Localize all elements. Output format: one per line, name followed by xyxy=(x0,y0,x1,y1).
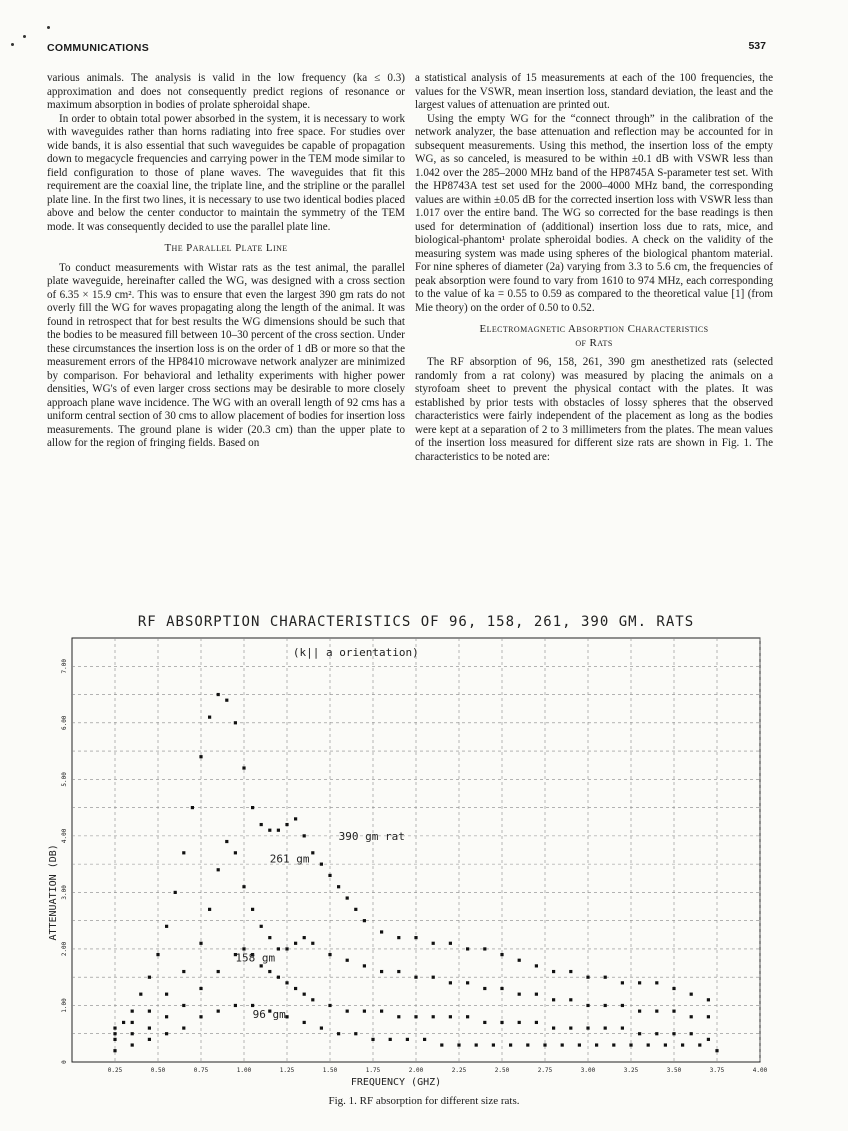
data-point xyxy=(303,993,306,996)
data-point xyxy=(277,976,280,979)
data-point xyxy=(174,891,177,894)
data-point xyxy=(681,1043,684,1046)
data-point xyxy=(500,1021,503,1024)
series-label: 261 gm xyxy=(269,852,310,866)
data-point xyxy=(320,1026,323,1029)
data-point xyxy=(569,1026,572,1029)
data-point xyxy=(492,1043,495,1046)
data-point xyxy=(260,925,263,928)
data-point xyxy=(131,1021,134,1024)
y-tick-label: 0 xyxy=(61,1060,68,1064)
data-point xyxy=(449,1015,452,1018)
data-point xyxy=(621,981,624,984)
data-point xyxy=(432,976,435,979)
y-tick-label: 6.00 xyxy=(61,715,68,731)
data-point xyxy=(483,947,486,950)
data-point xyxy=(242,766,245,769)
data-point xyxy=(406,1038,409,1041)
page-number: 537 xyxy=(748,40,766,52)
data-point xyxy=(251,1004,254,1007)
data-point xyxy=(113,1038,116,1041)
data-point xyxy=(672,1032,675,1035)
data-point xyxy=(561,1043,564,1046)
data-point xyxy=(552,970,555,973)
data-point xyxy=(337,885,340,888)
data-point xyxy=(268,829,271,832)
data-point xyxy=(191,806,194,809)
data-point xyxy=(604,1004,607,1007)
data-point xyxy=(217,693,220,696)
scan-speck xyxy=(23,35,26,38)
data-point xyxy=(414,936,417,939)
data-point xyxy=(208,908,211,911)
data-point xyxy=(234,721,237,724)
data-point xyxy=(285,823,288,826)
x-tick-label: 3.50 xyxy=(666,1067,682,1074)
data-point xyxy=(604,1026,607,1029)
scan-speck xyxy=(11,43,14,46)
data-point xyxy=(475,1043,478,1046)
data-point xyxy=(294,817,297,820)
x-tick-label: 2.75 xyxy=(537,1067,553,1074)
data-point xyxy=(148,1038,151,1041)
data-point xyxy=(371,1038,374,1041)
data-point xyxy=(148,1026,151,1029)
data-point xyxy=(707,1038,710,1041)
data-point xyxy=(234,1004,237,1007)
data-point xyxy=(595,1043,598,1046)
data-point xyxy=(303,834,306,837)
data-point xyxy=(165,1032,168,1035)
data-point xyxy=(131,1010,134,1013)
data-point xyxy=(251,908,254,911)
data-point xyxy=(621,1004,624,1007)
y-tick-label: 3.00 xyxy=(61,885,68,900)
x-tick-label: 0.25 xyxy=(107,1067,123,1074)
data-point xyxy=(363,964,366,967)
data-point xyxy=(328,1004,331,1007)
data-point xyxy=(397,970,400,973)
x-tick-label: 1.50 xyxy=(322,1067,338,1074)
data-point xyxy=(285,1015,288,1018)
data-point xyxy=(526,1043,529,1046)
data-point xyxy=(552,1026,555,1029)
data-point xyxy=(242,885,245,888)
data-point xyxy=(285,981,288,984)
data-point xyxy=(182,970,185,973)
data-point xyxy=(217,868,220,871)
data-point xyxy=(199,1015,202,1018)
data-point xyxy=(260,964,263,967)
data-point xyxy=(251,806,254,809)
data-point xyxy=(328,874,331,877)
x-tick-label: 3.25 xyxy=(623,1067,639,1074)
figure-caption: Fig. 1. RF absorption for different size rats. xyxy=(328,1095,520,1107)
series-label: 390 gm rat xyxy=(338,829,405,843)
data-point xyxy=(380,970,383,973)
data-point xyxy=(311,851,314,854)
data-point xyxy=(277,829,280,832)
data-point xyxy=(466,981,469,984)
data-point xyxy=(131,1032,134,1035)
data-point xyxy=(346,959,349,962)
data-point xyxy=(380,930,383,933)
data-point xyxy=(707,1015,710,1018)
section-heading-line: Electromagnetic Absorption Characteristics xyxy=(479,323,709,335)
data-point xyxy=(518,1021,521,1024)
data-point xyxy=(242,947,245,950)
x-tick-label: 1.00 xyxy=(236,1067,252,1074)
data-point xyxy=(655,1032,658,1035)
data-point xyxy=(148,1010,151,1013)
x-tick-label: 3.00 xyxy=(580,1067,596,1074)
data-point xyxy=(483,987,486,990)
data-point xyxy=(449,942,452,945)
y-tick-label: 1.00 xyxy=(61,998,68,1013)
data-point xyxy=(440,1043,443,1046)
data-point xyxy=(122,1021,125,1024)
data-point xyxy=(638,981,641,984)
data-point xyxy=(466,947,469,950)
running-header: COMMUNICATIONS xyxy=(47,42,149,54)
data-point xyxy=(604,976,607,979)
data-point xyxy=(655,1010,658,1013)
data-point xyxy=(483,1021,486,1024)
data-point xyxy=(354,908,357,911)
data-point xyxy=(707,998,710,1001)
data-point xyxy=(113,1049,116,1052)
x-tick-label: 3.75 xyxy=(709,1067,725,1074)
data-point xyxy=(569,998,572,1001)
data-point xyxy=(586,1026,589,1029)
data-point xyxy=(672,1010,675,1013)
data-point xyxy=(500,953,503,956)
data-point xyxy=(217,970,220,973)
data-point xyxy=(535,964,538,967)
y-tick-label: 5.00 xyxy=(61,772,68,787)
data-point xyxy=(260,823,263,826)
data-point xyxy=(586,976,589,979)
data-point xyxy=(156,953,159,956)
y-tick-label: 4.00 xyxy=(61,828,68,844)
data-point xyxy=(621,1026,624,1029)
data-point xyxy=(552,998,555,1001)
x-tick-label: 1.25 xyxy=(279,1067,295,1074)
left-column xyxy=(47,72,405,451)
data-point xyxy=(449,981,452,984)
data-point xyxy=(311,942,314,945)
data-point xyxy=(363,919,366,922)
paragraph: a statistical analysis of 15 measurements at each of the 100 frequencies, the values for the VSWR, mean insertion loss, standard deviation, the least and the largest values of attenuation are printed out. xyxy=(415,72,773,111)
section-heading: The Parallel Plate Line xyxy=(164,242,288,254)
series-label: 158 gm xyxy=(235,951,276,965)
data-point xyxy=(294,942,297,945)
data-point xyxy=(647,1043,650,1046)
data-point xyxy=(328,953,331,956)
section-heading xyxy=(415,323,773,350)
x-tick-label: 0.75 xyxy=(193,1067,209,1074)
paragraph: The RF absorption of 96, 158, 261, 390 gm anesthetized rats (selected randomly from a rat colony) was measured by placing the animals on a styrofoam sheet to prevent the physical contact with the plates. It was established by prior tests with obstacles of lossy spheres that the observed characteristics were fairly independent of the placement as long as the bodies were kept at a separation of 2 to 3 millimeters from the plates. The mean values of the insertion loss measured for different size rats are shown in Fig. 1. The characteristics to be noted are: xyxy=(415,356,773,463)
data-point xyxy=(131,1043,134,1046)
data-point xyxy=(234,851,237,854)
data-point xyxy=(225,699,228,702)
data-point xyxy=(414,976,417,979)
data-point xyxy=(578,1043,581,1046)
data-point xyxy=(165,993,168,996)
data-point xyxy=(535,993,538,996)
data-point xyxy=(543,1043,546,1046)
data-point xyxy=(389,1038,392,1041)
chart-title: RF ABSORPTION CHARACTERISTICS OF 96, 158, 261, 390 GM. RATS xyxy=(137,614,695,630)
data-point xyxy=(139,993,142,996)
x-tick-label: 2.00 xyxy=(408,1067,424,1074)
data-point xyxy=(165,925,168,928)
y-tick-label: 7.00 xyxy=(61,659,68,674)
data-point xyxy=(612,1043,615,1046)
data-point xyxy=(199,755,202,758)
data-point xyxy=(690,993,693,996)
data-point xyxy=(303,936,306,939)
data-point xyxy=(182,1026,185,1029)
x-tick-label: 4.00 xyxy=(752,1067,768,1074)
data-point xyxy=(277,947,280,950)
data-point xyxy=(113,1032,116,1035)
data-point xyxy=(500,987,503,990)
data-point xyxy=(518,959,521,962)
data-point xyxy=(285,947,288,950)
data-point xyxy=(535,1021,538,1024)
data-point xyxy=(690,1015,693,1018)
data-point xyxy=(457,1043,460,1046)
data-point xyxy=(518,993,521,996)
figure-chart xyxy=(40,610,780,1090)
data-point xyxy=(346,1010,349,1013)
data-point xyxy=(225,840,228,843)
data-point xyxy=(182,851,185,854)
data-point xyxy=(380,1010,383,1013)
data-point xyxy=(664,1043,667,1046)
x-tick-label: 0.50 xyxy=(150,1067,166,1074)
data-point xyxy=(199,942,202,945)
data-point xyxy=(672,987,675,990)
data-point xyxy=(655,981,658,984)
section-heading-line: of Rats xyxy=(575,336,613,349)
paragraph: various animals. The analysis is valid in the low frequency (ka ≤ 0.3) approximation and does not consequently predict regions of resonance or maximum absorption in bodies of prolate spheroidal shape. xyxy=(47,72,405,111)
data-point xyxy=(715,1049,718,1052)
y-axis-label: ATTENUATION (DB) xyxy=(48,844,59,941)
scan-speck xyxy=(47,26,50,29)
paragraph: To conduct measurements with Wistar rats as the test animal, the parallel plate waveguide, hereinafter called the WG, was designed with a cross section of 6.35 × 15.9 cm². This was to ensure that even the largest 390 gm rats do not overly fill the WG for waves propagating along the length of the animal. It was found in retrospect that for best results the WG dimensions should be such that the bodies to be measured fill between 10–30 percent of the cross section. Under these circumstances the insertion loss is on the order of 1 dB or more so that the measurement errors of the HP8410 microwave network analyzer are minimized by comparison. For behavioral and lethality experiments with higher power densities, WG's of even larger cross sections may be desirable to more closely approach plane wave incidence. The WG with an overall length of 92 cms has a uniform central section of 30 cms to allow placement of bodies for insertion loss measurements. The ground plane is wider (20.3 cm) than the upper plate to allow for the region of fringing fields. Based on xyxy=(47,261,405,449)
data-point xyxy=(423,1038,426,1041)
data-point xyxy=(182,1004,185,1007)
data-point xyxy=(303,1021,306,1024)
data-point xyxy=(346,896,349,899)
data-point xyxy=(268,970,271,973)
data-point xyxy=(638,1010,641,1013)
data-point xyxy=(466,1015,469,1018)
data-point xyxy=(432,1015,435,1018)
data-point xyxy=(586,1004,589,1007)
data-point xyxy=(414,1015,417,1018)
data-point xyxy=(311,998,314,1001)
data-point xyxy=(208,716,211,719)
data-point xyxy=(363,1010,366,1013)
data-point xyxy=(268,936,271,939)
x-tick-label: 1.75 xyxy=(365,1067,381,1074)
data-point xyxy=(148,976,151,979)
data-point xyxy=(397,936,400,939)
x-tick-label: 2.25 xyxy=(451,1067,467,1074)
data-point xyxy=(638,1032,641,1035)
data-point xyxy=(629,1043,632,1046)
data-point xyxy=(432,942,435,945)
data-point xyxy=(217,1010,220,1013)
paragraph: In order to obtain total power absorbed in the system, it is necessary to work with waveguides rather than horns radiating into free space. For studies over wide bands, it is also essential that such waveguides be capable of propagation down to megacycle frequencies and carrying power in the TEM mode similar to field configuration to those of plane waves. The waveguides that fit this requirement are the coaxial line, the triplate line, and the stripline or the parallel plate line. In the first two lines, it is necessary to use two identical bodies placed above and below the center conductor to maintain the symmetry of the TEM mode. It was consequently decided to use the parallel plate line. xyxy=(47,112,405,233)
paragraph: Using the empty WG for the “connect through” in the calibration of the network analyzer, the base attenuation and reflection may be accounted for in subsequent measurements. Using this method, the insertion loss of the empty WG, as so canceled, is measured to be within ±0.1 dB with VSWR less than 1.042 over the 285–2000 MHz band of the HP8745A S-parameter test set. With the HP8743A test set used for the 2000–4000 MHz band, the corresponding values are within ±0.05 dB for the corrected insertion loss with VSWR less than 1.017 over the entire band. The WG so corrected for the base readings is then used for determination of (additional) insertion loss due to rats, mice, and biological-phantom¹ prolate spheroidal bodies. A check on the validity of the measuring system was made using spheres of the biological phantom material. For nine spheres of diameter (2a) varying from 3.3 to 5.6 cm, the frequencies of peak absorption were found to vary from 1610 to 974 MHz, each corresponding to the value of ka = 0.55 to 0.59 as compared to the theoretical value [1] (from Mie theory) on the order of 0.50 to 0.52. xyxy=(415,112,773,314)
x-tick-label: 2.50 xyxy=(494,1067,510,1074)
right-column xyxy=(415,72,773,464)
chart-subtitle: (k|| a orientation) xyxy=(292,646,419,659)
data-point xyxy=(569,970,572,973)
series-label: 96 gm xyxy=(252,1007,286,1021)
y-tick-label: 2.00 xyxy=(61,941,68,957)
data-point xyxy=(113,1026,116,1029)
data-point xyxy=(397,1015,400,1018)
data-point xyxy=(199,987,202,990)
data-point xyxy=(294,987,297,990)
data-point xyxy=(165,1015,168,1018)
data-point xyxy=(509,1043,512,1046)
data-point xyxy=(354,1032,357,1035)
data-point xyxy=(690,1032,693,1035)
data-point xyxy=(320,863,323,866)
x-axis-label: FREQUENCY (GHZ) xyxy=(350,1077,442,1088)
data-point xyxy=(698,1043,701,1046)
data-point xyxy=(337,1032,340,1035)
